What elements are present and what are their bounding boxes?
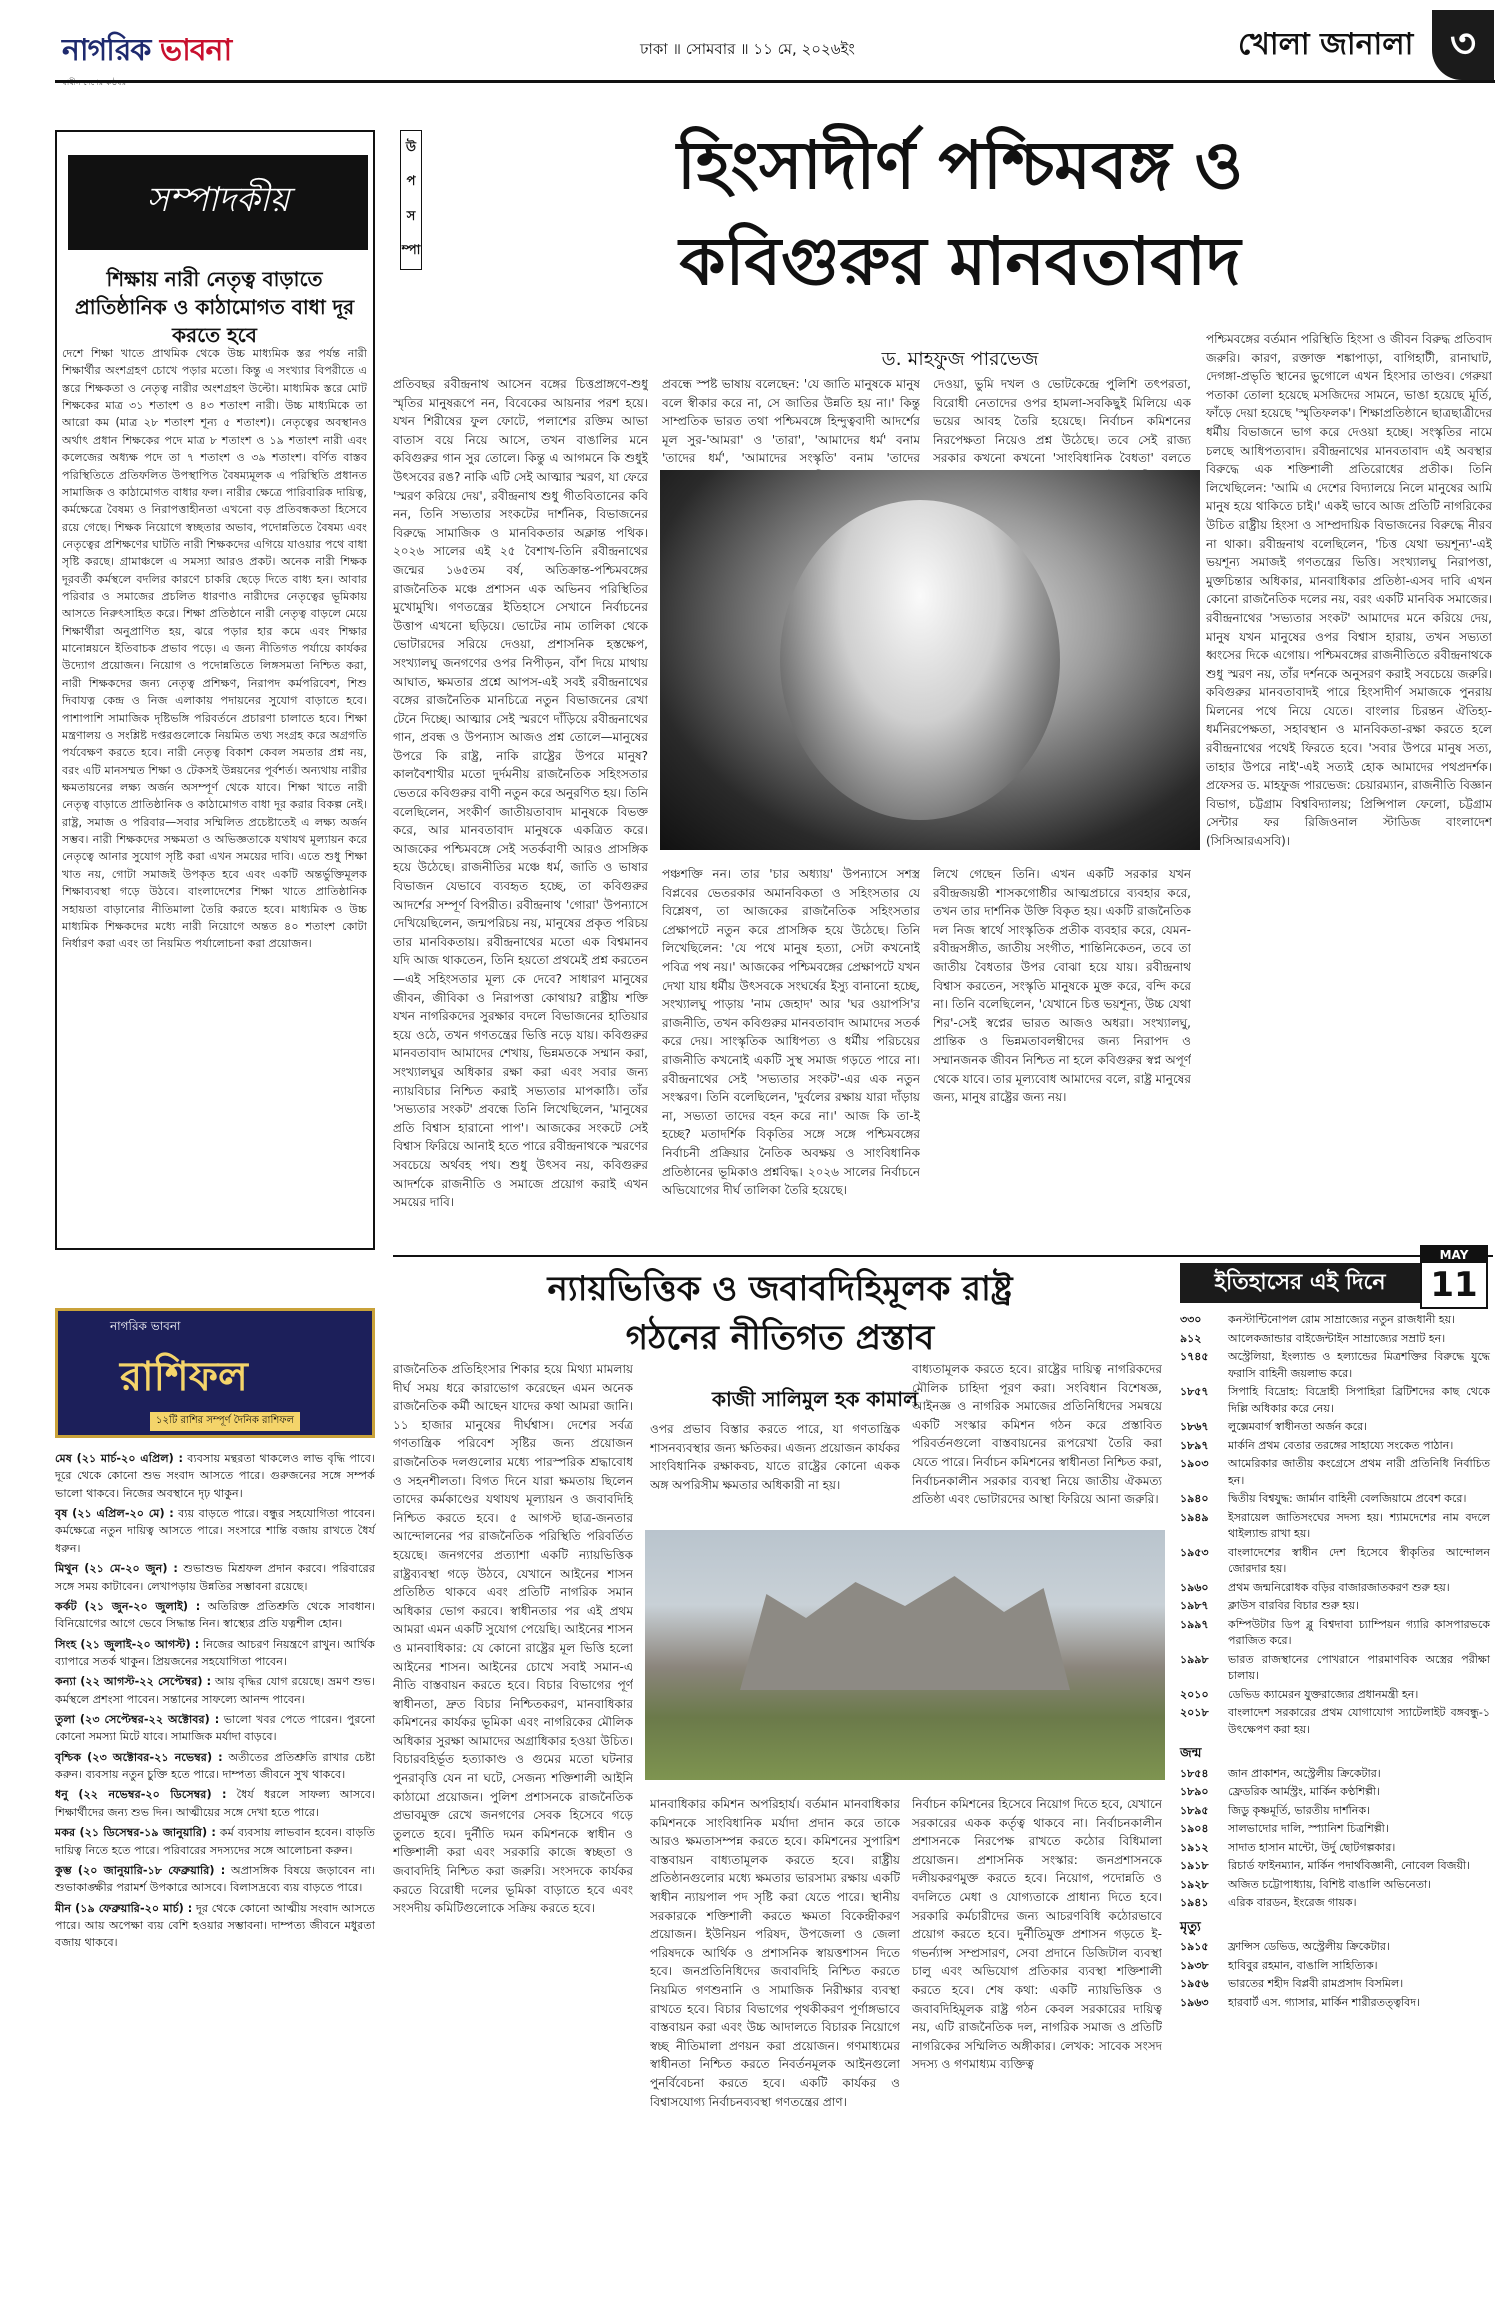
horoscope-sign: কন্যা (২২ আগস্ট-২২ সেপ্টেম্বর) :: [55, 1675, 212, 1689]
horoscope-item: [55, 1711, 375, 1746]
horoscope-sign: মেষ (২১ মার্চ-২০ এপ্রিল) :: [55, 1452, 183, 1465]
history-year: ১৯১৫: [1180, 1940, 1209, 1953]
history-text: জিডু কৃষ্ণমূর্তি, ভারতীয় দার্শনিক।: [1228, 1803, 1370, 1817]
history-row: [1180, 1877, 1490, 1894]
logo-word-2: ভাবনা: [159, 33, 232, 68]
story1-column-3: দেওয়া, ভুমি দখল ও ভোটকেন্দ্রে পুলিশি তৎপরতা, বিরোধী নেতাদের ওপর হামলা-সবকিছুই মিলিয়ে এক ভয়ের আবহ তৈরি হয়েছে। নির্বাচন কমিশনের নিরপেক্ষতা নিয়েও প্রশ্ন উঠেছে। তবে সেই রাজ্য সরকার কখনো কখনো 'সাংবিধানিক বৈধতা' বলতে: [933, 377, 1191, 466]
history-text: আলেকজান্ডার বাইজেন্টাইন সাম্রাজ্যের সম্রাট হন।: [1228, 1331, 1446, 1345]
history-text: ক্লাউস বারবির বিচার শুরু হয়।: [1228, 1599, 1359, 1612]
history-list: [1180, 1312, 1490, 2297]
history-year: ১৯৫৩: [1180, 1545, 1209, 1559]
history-text: ফ্রেডরিক আর্মস্ট্রং, মার্কিন কণ্ঠশিল্পী।: [1228, 1785, 1380, 1798]
section-divider: [393, 1255, 1493, 1257]
horoscope-text: দূর থেকে কোনো আত্মীয় সংবাদ আসতে পারে। আয় অপেক্ষা ব্যয় বেশি হওয়ার সম্ভাবনা। দাম্পত্য জীবনে মধুরতা বজায় থাকবে।: [55, 1901, 376, 1950]
editorial-body: দেশে শিক্ষা খাতে প্রাথমিক থেকে উচ্চ মাধ্যমিক স্তর পর্যন্ত নারী শিক্ষার্থীর অংশগ্রহণ চোখে পড়ার মতো। কিন্তু এ সংখ্যার বিপরীতে এ স্তরে শিক্ষকতা ও নেতৃত্ব নারীর অংশগ্রহণ উল্টো। মাধ্যমিক স্তরে মোট শিক্ষকের মাত্র ৩১ শতাংশ ও ৪৩ শতাংশ নারী। উচ্চ মাধ্যমিকে তা আরো কম (মাত্র ২৮ শতাংশ শূন্য ৫ শতাংশ)। নেতৃত্বের অবস্থানও অর্থাৎ প্রধান শিক্ষকের পদে মাত্র ৮ শতাংশ ও ১৯ শতাংশ নারী এবং কলেজের অধ্যক্ষ পদে তা ৭ শতাংশ ও ৩৯ শতাংশ। বর্ণিত বাস্তব পরিস্থিতিতে প্রতিফলিত উপস্থাপিত বৈষম্যমূলক এ পরিস্থিতি প্রধানত সামাজিক ও কাঠামোগত বাধার ফল। নারীর ক্ষেত্রে পারিবারিক দায়িত্ব, কর্মক্ষেত্রে বৈষম্য ও নিরাপত্তাহীনতা এখনো বড় প্রতিবন্ধকতা হিসেবে রয়ে গেছে। শিক্ষক নিয়োগে স্বচ্ছতার অভাব, পদোন্নতিতে বৈষম্য এবং নেতৃত্বের প্রশিক্ষণের ঘাটতি নারী শিক্ষকদের এগিয়ে যাওয়ার পথে বাধা সৃষ্টি করছে। গ্রামাঞ্চলে এ সমস্যা আরও প্রকট। অনেক নারী শিক্ষক দূরবর্তী কর্মস্থলে বদলির কারণে চাকরি ছেড়ে দিতে বাধ্য হন। আবার পরিবার ও সমাজের প্রচলিত ধারণাও নারীদের নেতৃত্বের ভূমিকায় আসতে নিরুৎসাহিত করে। শিক্ষা প্রতিষ্ঠানে নারী নেতৃত্ব বাড়লে মেয়ে শিক্ষার্থীরা অনুপ্রাণিত হয়, ঝরে পড়ার হার কমে এবং শিক্ষার মানোন্নয়নে ইতিবাচক প্রভাব পড়ে। এ জন্য নীতিগত পর্যায়ে কার্যকর উদ্যোগ প্রয়োজন। নিয়োগ ও পদোন্নতিতে লিঙ্গসমতা নিশ্চিত করা, নারী শিক্ষকদের জন্য নেতৃত্ব প্রশিক্ষণ, নিরাপদ কর্মপরিবেশ, শিশু দিবাযত্ন কেন্দ্র ও নিজ এলাকায় পদায়নের সুযোগ বাড়াতে হবে। পাশাপাশি সামাজিক দৃষ্টিভঙ্গি পরিবর্তনে প্রচারণা চালাতে হবে। শিক্ষা মন্ত্রণালয় ও সংশ্লিষ্ট দপ্তরগুলোকে নিয়মিত তথ্য সংগ্রহ করে অগ্রগতি পর্যবেক্ষণ করতে হবে। নারী নেতৃত্ব বিকাশ কেবল সমতার প্রশ্ন নয়, বরং এটি মানসম্মত শিক্ষা ও টেকসই উন্নয়নের পূর্বশর্ত। অন্যথায় নারীর ক্ষমতায়নের লক্ষ্য অর্জন অসম্পূর্ণ থেকে যাবে। শিক্ষা খাতে নারী নেতৃত্ব বাড়াতে প্রাতিষ্ঠানিক ও কাঠামোগত বাধা দূর করার বিকল্প নেই। রাষ্ট্র, সমাজ ও পরিবার—সবার সম্মিলিত প্রচেষ্টাতেই এ লক্ষ্য অর্জন সম্ভব। নারী শিক্ষকদের সক্ষমতা ও অভিজ্ঞতাকে যথাযথ মূল্যায়ন করে নেতৃত্বে আনার সুযোগ সৃষ্টি করা এখন সময়ের দাবি। এতে শুধু শিক্ষা খাত নয়, গোটা সমাজই উপকৃত হবে এবং একটি অন্তর্ভুক্তিমূলক শিক্ষাব্যবস্থা গড়ে উঠবে। বাংলাদেশের শিক্ষা খাতে প্রাতিষ্ঠানিক সহায়তা বাড়ানোর নীতিমালা তৈরি করতে হবে। মাধ্যমিক ও উচ্চ মাধ্যমিক শিক্ষকদের মধ্যে নারী নিয়োগে অন্তত ৪০ শতাংশ কোটা নির্ধারণ করা এবং তা নিয়মিত পর্যালোচনা করা প্রয়োজন।: [62, 347, 367, 951]
history-text: ইসরায়েল জাতিসংঘের সদস্য হয়। শ্যামদেশের নাম বদলে থাইল্যান্ড রাখা হয়।: [1228, 1510, 1490, 1540]
history-year: ১৯৪০: [1180, 1492, 1209, 1505]
history-row: [1180, 1939, 1490, 1956]
history-text: কনস্টান্টিনোপল রোম সাম্রাজ্যের নতুন রাজধানী হয়।: [1228, 1313, 1456, 1326]
history-row: [1180, 1456, 1490, 1489]
history-text: মার্কনি প্রথম বেতার তরঙ্গের সাহায্যে সংকেত পাঠান।: [1228, 1438, 1454, 1452]
history-year: ১৮৯০: [1180, 1785, 1209, 1798]
history-row: [1180, 1598, 1490, 1615]
history-year: ১৯১৮: [1180, 1859, 1209, 1872]
horoscope-sign: মীন (১৯ ফেব্রুয়ারি-২০ মার্চ) :: [55, 1901, 193, 1915]
history-year: ১৮৫৭: [1180, 1385, 1209, 1398]
history-year: ১৯০৪: [1180, 1822, 1209, 1835]
horoscope-text: ব্যয় বাড়তে পারে। বন্ধুর সহযোগিতা পাবেন। কর্মক্ষেত্রে নতুন দায়িত্ব আসতে পারে। সংসারে শান্তি বজায় রাখতে ধৈর্য ধরুন।: [55, 1507, 375, 1555]
horoscope-text: কর্ম ব্যবসায় লাভবান হবেন। বাড়তি দায়িত্ব নিতে হতে পারে। পরিবারের সদস্যদের সঙ্গে আলোচনা করুন।: [55, 1826, 375, 1857]
history-year: ১৯৪৯: [1180, 1510, 1209, 1524]
calendar-icon: [1420, 1245, 1488, 1309]
history-row: [1180, 1312, 1490, 1329]
story2-byline: কাজী সালিমুল হক কামাল: [711, 1387, 919, 1411]
history-year: ১৯৪১: [1180, 1896, 1209, 1909]
column-label-char: উ: [405, 139, 417, 155]
horoscope-sign: বৃশ্চিক (২৩ অক্টোবর-২১ নভেম্বর) :: [55, 1750, 223, 1764]
history-year: ২০১৮: [1180, 1706, 1209, 1719]
story2-column-1: রাজনৈতিক প্রতিহিংসার শিকার হয়ে মিথ্যা মামলায় দীর্ঘ সময় ধরে কারাভোগ করেছেন এমন অনেক রাজনৈতিক কর্মী আছেন যাদের কথা আমরা জানি। ১১ হাজার মানুষের দীর্ঘশ্বাস। দেশের সর্বত্র গণতান্ত্রিক পরিবেশ সৃষ্টির জন্য প্রয়োজন রাজনৈতিক দলগুলোর মধ্যে পারস্পরিক শ্রদ্ধাবোধ ও সহনশীলতা। বিগত দিনে যারা ক্ষমতায় ছিলেন তাদের কর্মকাণ্ডের যথাযথ মূল্যায়ন ও জবাবদিহি নিশ্চিত করতে হবে। ৫ আগস্ট ছাত্র-জনতার আন্দোলনের পর রাজনৈতিক পরিস্থিতি পরিবর্তিত হয়েছে। জনগণের প্রত্যাশা একটি ন্যায়ভিত্তিক রাষ্ট্রব্যবস্থা গড়ে উঠবে, যেখানে আইনের শাসন প্রতিষ্ঠিত থাকবে এবং প্রতিটি নাগরিক সমান অধিকার ভোগ করবে। স্বাধীনতার পর এই প্রথম আমরা এমন একটি সুযোগ পেয়েছি। আইনের শাসন ও মানবাধিকার: যে কোনো রাষ্ট্রের মূল ভিত্তি হলো আইনের শাসন। আইনের চোখে সবাই সমান-এ নীতি বাস্তবায়ন করতে হবে। বিচার বিভাগের পূর্ণ স্বাধীনতা, দ্রুত বিচার নিশ্চিতকরণ, মানবাধিকার কমিশনের কার্যকর ভূমিকা এবং নাগরিকের মৌলিক অধিকার সুরক্ষা আমাদের অগ্রাধিকার হওয়া উচিত। বিচারবহির্ভূত হত্যাকাণ্ড ও গুমের মতো ঘটনার পুনরাবৃত্তি যেন না ঘটে, সেজন্য শক্তিশালী আইনি কাঠামো প্রয়োজন। পুলিশ প্রশাসনকে রাজনৈতিক প্রভাবমুক্ত রেখে জনগণের সেবক হিসেবে গড়ে তুলতে হবে। দুর্নীতি দমন কমিশনকে স্বাধীন ও শক্তিশালী করা এবং সরকারি কাজে স্বচ্ছতা ও জবাবদিহি নিশ্চিত করা জরুরি। সংসদকে কার্যকর করতে বিরোধী দলের ভূমিকা বাড়াতে হবে এবং সংসদীয় কমিটিগুলোকে সক্রিয় করতে হবে।: [393, 1362, 633, 1916]
horoscope-banner-sub: নাগরিক ভাবনা: [110, 1319, 181, 1333]
story1-headline-line2: কবিগুরুর মানবতাবাদ: [679, 221, 1241, 300]
horoscope-item: [55, 1862, 375, 1897]
horoscope-list: [55, 1450, 375, 2295]
history-year: ১৯৫৬: [1180, 1977, 1209, 1990]
section-title: খোলা জানালা: [1238, 27, 1414, 62]
column-label-char: ম্পা: [401, 243, 421, 259]
story1-byline: ড. মাহফুজ পারভেজ: [881, 348, 1039, 370]
history-row: [1180, 1766, 1490, 1783]
story1-column-1: প্রতিবছর রবীন্দ্রনাথ আসেন বঙ্গের চিত্তপ্রাঙ্গণে-শুধু স্মৃতির মানুষরূপে নন, বিবেকের আয়নার পরশ হয়ে। যখন শিরীষের ফুল ফোটে, পলাশের রক্তিম আভা বাতাস বয়ে নিয়ে আসে, তখন বাঙালির মনে কবিগুরুর গান সুর তোলে। কিন্তু এ আগমনে কি শুধুই উৎসবের রঙ? নাকি এটি সেই আত্মার স্মরণ, যা ফেরে 'স্মরণ করিয়ে দেয়', রবীন্দ্রনাথ শুধু গীতবিতানের কবি নন, তিনি সভ্যতার সংকটের দার্শনিক, বিভাজনের বিরুদ্ধে সামাজিক ও মানবিকতার অক্লান্ত পথিক। ২০২৬ সালের এই ২৫ বৈশাখ-তিনি রবীন্দ্রনাথের জন্মের ১৬৫তম বর্ষ, অতিক্রান্ত-পশ্চিমবঙ্গের রাজনৈতিক মঞ্চে প্রশাসন এক অভিনব পরিস্থিতির মুখোমুখি। গণতন্ত্রের ইতিহাসে সেখানে নির্বাচনের উত্তাপ এখনো ছড়িয়ে। ভোটের নাম তালিকা থেকে ভোটারদের সরিয়ে দেওয়া, প্রশাসনিক হস্তক্ষেপ, সংখ্যালঘু জনগণের ওপর নিপীড়ন, বাঁশ দিয়ে মাথায় আঘাত, ক্ষমতার প্রশ্নে আপস-এই সবই রবীন্দ্রনাথের বঙ্গের রাজনৈতিক মানচিত্রে নতুন বিভাজনের রেখা টেনে দিচ্ছে। আত্মার সেই স্মরণে দাঁড়িয়ে রবীন্দ্রনাথের গান, প্রবন্ধ ও উপন্যাস আজও প্রশ্ন তোলে—মানুষের উপরে কি রাষ্ট্র, নাকি রাষ্ট্রের উপরে মানুষ? কালবৈশাখীর মতো দুর্দমনীয় রাজনৈতিক সহিংসতার ভেতরে কবিগুরুর বাণী নতুন করে অনুরণিত হয়। তিনি বলেছিলেন, সংকীর্ণ জাতীয়তাবাদ মানুষকে বিভক্ত করে, আর মানবতাবাদ মানুষকে একত্রিত করে। আজকের পশ্চিমবঙ্গে সেই সতর্কবাণী আরও প্রাসঙ্গিক হয়ে উঠেছে। রাজনীতির মঞ্চে ধর্ম, জাতি ও ভাষার বিভাজন যেভাবে ব্যবহৃত হচ্ছে, তা কবিগুরুর আদর্শের সম্পূর্ণ বিপরীত। রবীন্দ্রনাথ 'গোরা' উপন্যাসে দেখিয়েছিলেন, জন্মপরিচয় নয়, মানুষের প্রকৃত পরিচয় তার মানবিকতায়। রবীন্দ্রনাথের মতো এক বিশ্বমানব যদি আজ থাকতেন, তিনি হয়তো প্রথমেই প্রশ্ন করতেন—এই সহিংসতার মূল্য কে দেবে? সাধারণ মানুষের জীবন, জীবিকা ও নিরাপত্তা কোথায়? রাষ্ট্রীয় শক্তি যখন নাগরিকদের সুরক্ষার বদলে বিভাজনের হাতিয়ার হয়ে ওঠে, তখন গণতন্ত্রের ভিত্তি নড়ে যায়। কবিগুরুর মানবতাবাদ আমাদের শেখায়, ভিন্নমতকে সম্মান করা, সংখ্যালঘুর অধিকার রক্ষা করা এবং সবার জন্য ন্যায়বিচার নিশ্চিত করাই সভ্যতার মাপকাঠি। তাঁর 'সভ্যতার সংকট' প্রবন্ধে তিনি লিখেছিলেন, 'মানুষের প্রতি বিশ্বাস হারানো পাপ'। আজকের সংকটে সেই বিশ্বাস ফিরিয়ে আনাই হতে পারে রবীন্দ্রনাথকে স্মরণের সবচেয়ে অর্থবহ পথ। শুধু উৎসব নয়, কবিগুরুর আদর্শকে রাজনীতি ও সমাজে প্রয়োগ করাই এখন সময়ের দাবি।: [393, 377, 648, 1210]
page-number: ৩: [1432, 10, 1494, 80]
story2-headline-line1: ন্যায়ভিত্তিক ও জবাবদিহিমূলক রাষ্ট্র: [547, 1269, 1013, 1309]
newspaper-logo[interactable]: [62, 26, 232, 78]
history-text: ভারত রাজস্থানের পোখরানে পারমাণবিক অস্ত্রের পরীক্ষা চালায়।: [1228, 1652, 1490, 1682]
history-text: অস্ট্রেলিয়া, ইংল্যান্ড ও হল্যান্ডের মিত্রশক্তির বিরুদ্ধে যুদ্ধে ফরাসি বাহিনী জয়লাভ করে।: [1228, 1350, 1490, 1380]
history-row: [1180, 1580, 1490, 1597]
story1-column-2b: পঞ্চশক্তি নন। তার 'চার অধ্যায়' উপন্যাসে সশস্ত্র বিপ্লবের ভেতরকার অমানবিকতা ও সহিংসতার যে বিশ্লেষণ, তা আজকের রাজনৈতিক সহিংসতার প্রেক্ষাপটে নতুন করে প্রাসঙ্গিক হয়ে উঠেছে। তিনি লিখেছিলেন: 'যে পথে মানুষ হত্যা, সেটা কখনোই পবিত্র পথ নয়।' আজকের পশ্চিমবঙ্গের প্রেক্ষাপটে যখন দেখা যায় ধর্মীয় উৎসবকে সংঘর্ষের ইস্যু বানানো হচ্ছে, সংখ্যালঘু পাড়ায় 'নাম জেহাদ' আর 'ঘর ওয়াপসি'র রাজনীতি, তখন কবিগুরুর মানবতাবাদ আমাদের সতর্ক করে দেয়। সাংস্কৃতিক আধিপত্য ও ধর্মীয় পরিচয়ের রাজনীতি কখনোই একটি সুস্থ সমাজ গড়তে পারে না। রবীন্দ্রনাথের সেই 'সভ্যতার সংকট'-এর এক নতুন সংস্করণ। তিনি বলেছিলেন, 'দুর্বলের রক্ষায় যারা দাঁড়ায় না, সভ্যতা তাদের বহন করে না।' আজ কি তা-ই হচ্ছে? মতাদর্শিক বিকৃতির সঙ্গে সঙ্গে পশ্চিমবঙ্গের নির্বাচনী প্রক্রিয়ার নৈতিক অবক্ষয় ও সাংবিধানিক প্রতিষ্ঠানের ভূমিকাও প্রশ্নবিদ্ধ। ২০২৬ সালের নির্বাচনে অভিযোগের দীর্ঘ তালিকা তৈরি হয়েছে।: [662, 867, 920, 1198]
history-year: ১৯৮৭: [1180, 1599, 1209, 1612]
horoscope-sign: কুম্ভ (২০ জানুয়ারি-১৮ ফেব্রুয়ারি) :: [55, 1863, 226, 1877]
history-year: ১৮৯৭: [1180, 1438, 1209, 1452]
history-text: অজিত চট্টোপাধ্যায়, বিশিষ্ট বাঙালি অভিনেতা।: [1228, 1877, 1432, 1891]
story1-column-2: প্রবন্ধে স্পষ্ট ভাষায় বলেছেন: 'যে জাতি মানুষকে মানুষ বলে স্বীকার করে না, সে জাতির উন্নতি হয় না।' কিন্তু সাম্প্রতিক ভারত তথা পশ্চিমবঙ্গে হিন্দুত্ববাদী আদর্শের মূল সুর-'আমরা' ও 'তারা', 'আমাদের ধর্ম' বনাম 'তাদের ধর্ম', 'আমাদের সংস্কৃতি' বনাম 'তাদের: [662, 377, 920, 466]
history-year: ৯১২: [1180, 1331, 1202, 1345]
horoscope-item: [55, 1505, 375, 1557]
deaths-heading: মৃত্যু: [1180, 1919, 1201, 1935]
horoscope-item: [55, 1598, 375, 1633]
horoscope-title: রাশিফল: [120, 1353, 248, 1400]
history-text: এরিক বারডন, ইংরেজ গায়ক।: [1228, 1896, 1357, 1909]
history-row: [1180, 1687, 1490, 1704]
history-text: লুক্সেমবার্গ স্বাধীনতা অর্জন করে।: [1228, 1420, 1368, 1433]
history-text: সিপাহি বিদ্রোহ: বিদ্রোহী সিপাহিরা ব্রিটিশদের কাছ থেকে দিল্লি অধিকার করে নেয়।: [1228, 1385, 1490, 1415]
story1-headline[interactable]: [430, 118, 1490, 338]
history-year: ১৯৯৭: [1180, 1617, 1209, 1631]
horoscope-text: নিজের আচরণ নিয়ন্ত্রণে রাখুন। আর্থিক ব্যাপারে সতর্ক থাকুন। প্রিয়জনের সহযোগিতা পাবেন।: [55, 1637, 376, 1668]
tagore-face: [780, 500, 1060, 820]
history-text: কম্পিউটার ডিপ ব্লু বিশ্বদাবা চ্যাম্পিয়ন গ্যারি কাসপারভকে পরাজিত করে।: [1228, 1617, 1490, 1647]
history-year: ১৯৬৩: [1180, 1995, 1209, 2009]
history-row: [1180, 1958, 1490, 1975]
history-row: [1180, 1821, 1490, 1838]
horoscope-text: ভালো খবর পেতে পারেন। পুরনো কোনো সমস্যা মিটে যাবে। সামাজিক মর্যাদা বাড়বে।: [55, 1713, 376, 1744]
history-text: ফ্রান্সিস ডেভিড, অস্ট্রেলীয় ক্রিকেটার।: [1228, 1940, 1390, 1953]
horoscope-text: অতীতের প্রতিশ্রুতি রাখার চেষ্টা করুন। ব্যবসায় নতুন চুক্তি হতে পারে। দাম্পত্য জীবনে সুখ থাকবে।: [55, 1750, 375, 1782]
history-text: বাংলাদেশের স্বাধীন দেশ হিসেবে স্বীকৃতির আন্দোলন জোরদার হয়।: [1228, 1545, 1490, 1575]
history-row: [1180, 1858, 1490, 1875]
horoscope-sign: সিংহ (২১ জুলাই-২০ আগস্ট) :: [55, 1637, 200, 1651]
history-row: [1180, 1349, 1490, 1382]
history-row: [1180, 1840, 1490, 1857]
story2-column-3b: নির্বাচন কমিশনের হিসেবে নিয়োগ দিতে হবে, যেখানে সরকারের একক কর্তৃত্ব থাকবে না। নির্বাচনকালীন প্রশাসনকে নিরপেক্ষ রাখতে কঠোর বিধিমালা প্রয়োজন। প্রশাসনিক সংস্কার: জনপ্রশাসনকে দলীয়করণমুক্ত করতে হবে। নিয়োগ, পদোন্নতি ও বদলিতে মেধা ও যোগ্যতাকে প্রাধান্য দিতে হবে। সরকারি কর্মচারীদের জন্য আচরণবিধি কঠোরভাবে প্রয়োগ করতে হবে। দুর্নীতিমুক্ত প্রশাসন গড়তে ই-গভর্ন্যান্স সম্প্রসারণ, সেবা প্রদানে ডিজিটাল ব্যবস্থা চালু এবং অভিযোগ প্রতিকার ব্যবস্থা শক্তিশালী করতে হবে। শেষ কথা: একটি ন্যায়ভিত্তিক ও জবাবদিহিমূলক রাষ্ট্র গঠন কেবল সরকারের দায়িত্ব নয়, এটি রাজনৈতিক দল, নাগরিক সমাজ ও প্রতিটি নাগরিকের সম্মিলিত অঙ্গীকার। লেখক: সাবেক সংসদ সদস্য ও গণমাধ্যম ব্যক্তিত্ব: [912, 1797, 1162, 2072]
horoscope-item: [55, 1560, 375, 1595]
column-label-char: স: [406, 208, 416, 224]
history-year: ১৮৬৭: [1180, 1420, 1209, 1433]
history-text: ভারতের শহীদ বিপ্লবী রামপ্রসাদ বিসমিল।: [1228, 1977, 1404, 1990]
history-text: হারবার্ট এস. গ্যাসার, মার্কিন শারীরতত্ত্ববিদ।: [1228, 1995, 1421, 2009]
history-row: [1180, 1784, 1490, 1801]
history-year: ১৯২৮: [1180, 1877, 1209, 1891]
story2-column-3: বাধ্যতামূলক করতে হবে। রাষ্ট্রের দায়িত্ব নাগরিকদের মৌলিক চাহিদা পূরণ করা। সংবিধান বিশেষজ্ঞ, আইনজ্ঞ ও নাগরিক সমাজের প্রতিনিধিদের সমন্বয়ে একটি সংস্কার কমিশন গঠন করে প্রস্তাবিত পরিবর্তনগুলো বাস্তবায়নের রূপরেখা তৈরি করা যেতে পারে। নির্বাচন কমিশনের স্বাধীনতা নিশ্চিত করা, নির্বাচনকালীন সরকার ব্যবস্থা নিয়ে জাতীয় ঐকমত্য প্রতিষ্ঠা এবং ভোটারদের আস্থা ফিরিয়ে আনা জরুরি।: [912, 1362, 1162, 1507]
logo-word-1: নাগরিক: [62, 33, 151, 68]
history-text: ডেভিড ক্যামেরন যুক্তরাজ্যের প্রধানমন্ত্রী হন।: [1228, 1687, 1419, 1701]
horoscope-banner-foot: ১২টি রাশির সম্পূর্ণ দৈনিক রাশিফল: [150, 1412, 300, 1431]
history-text: প্রথম জন্মনিরোধক বড়ির বাজারজাতকরণ শুরু হয়।: [1228, 1580, 1450, 1594]
issue-date: ঢাকা ॥ সোমবার ॥ ১১ মে, ২০২৬ইং: [640, 40, 855, 58]
logo-tagline: [62, 77, 210, 90]
history-text: সালভাদোর দালি, স্প্যানিশ চিত্রশিল্পী।: [1228, 1822, 1389, 1835]
history-row: [1180, 1438, 1490, 1455]
calendar-day: 11: [1430, 1265, 1478, 1305]
editorial-banner: সম্পাদকীয়: [68, 155, 368, 250]
history-row: [1180, 1803, 1490, 1820]
history-year: ১৮৯৫: [1180, 1803, 1209, 1817]
history-row: [1180, 1331, 1490, 1348]
editorial-headline[interactable]: শিক্ষায় নারী নেতৃত্ব বাড়াতে প্রাতিষ্ঠানিক ও কাঠামোগত বাধা দূর করতে হবে: [74, 267, 355, 347]
horoscope-text: শুভাশুভ মিশ্রফল প্রদান করবে। পরিবারের সঙ্গে সময় কাটাবেন। লেখাপড়ায় উন্নতির সম্ভাবনা রয়েছে।: [55, 1562, 375, 1593]
horoscope-item: [55, 1450, 375, 1502]
history-row: [1180, 1705, 1490, 1738]
history-text: জান প্রাকাশন, অস্ট্রেলীয় ক্রিকেটার।: [1228, 1766, 1381, 1780]
horoscope-sign: তুলা (২৩ সেপ্টেম্বর-২২ অক্টোবর) :: [55, 1713, 220, 1727]
horoscope-text: ধৈর্য ধরলে সাফল্য আসবে। শিক্ষার্থীদের জন্য শুভ দিন। আত্মীয়ের সঙ্গে দেখা হতে পারে।: [55, 1788, 375, 1819]
story2-headline-line2: গঠনের নীতিগত প্রস্তাব: [625, 1318, 935, 1359]
history-year: ৩৩০: [1180, 1313, 1202, 1326]
history-year: ১৯০৩: [1180, 1457, 1209, 1470]
horoscope-text: অতিরিক্ত প্রতিশ্রুতি থেকে সাবধান। বিনিয়োগের আগে ভেবে সিদ্ধান্ত নিন। স্বাস্থ্যের প্রতি যত্নশীল হোন।: [55, 1599, 376, 1631]
history-text: বাংলাদেশ সরকারের প্রথম যোগাযোগ স্যাটেলাইট বঙ্গবন্ধু-১ উৎক্ষেপণ করা হয়।: [1228, 1706, 1490, 1736]
header-rule: [55, 80, 1495, 83]
column-label-char: প: [406, 174, 416, 190]
history-row: [1180, 1976, 1490, 1993]
horoscope-item: [55, 1673, 375, 1708]
horoscope-sign: বৃষ (২১ এপ্রিল-২০ মে) :: [55, 1507, 174, 1521]
story2-column-2: ওপর প্রভাব বিস্তার করতে পারে, যা গণতান্ত্রিক শাসনব্যবস্থার জন্য ক্ষতিকর। এজন্য প্রয়োজন কার্যকর সাংবিধানিক রক্ষাকবচ, যাতে রাষ্ট্রের কোনো একক অঙ্গ অপরিসীম ক্ষমতার অধিকারী না হয়।: [650, 1422, 900, 1492]
births-heading: জন্ম: [1180, 1746, 1202, 1761]
history-year: ১৯৯৮: [1180, 1652, 1209, 1666]
history-row: [1180, 1617, 1490, 1650]
calendar-month: MAY: [1422, 1247, 1486, 1263]
horoscope-text: আয় বৃদ্ধির যোগ রয়েছে। ভ্রমণ শুভ। কর্মস্থলে প্রশংসা পাবেন। সন্তানের সাফল্যে আনন্দ পাবেন।: [55, 1675, 375, 1706]
masthead: [0, 0, 1500, 120]
history-row: [1180, 1895, 1490, 1912]
horoscope-item: [55, 1786, 375, 1821]
horoscope-text: ব্যবসায় মন্থরতা থাকলেও লাভ বৃদ্ধি পাবে। দূরে থেকে কোনো শুভ সংবাদ আসতে পারে। গুরুজনের সঙ্গে সম্পর্ক ভালো থাকবে। নিজের অবস্থানে দৃঢ় থাকুন।: [55, 1452, 375, 1500]
history-row: [1180, 1491, 1490, 1508]
history-text: রিচার্ড ফাইনম্যান, মার্কিন পদার্থবিজ্ঞানী, নোবেল বিজয়ী।: [1228, 1859, 1471, 1872]
history-year: ১৮৫৪: [1180, 1766, 1209, 1780]
horoscope-item: [55, 1900, 375, 1952]
history-row: [1180, 1652, 1490, 1685]
history-row: [1180, 1545, 1490, 1578]
history-text: হাবিবুর রহমান, বাঙালি সাহিত্যিক।: [1228, 1958, 1378, 1972]
history-text: সাদাত হাসান মান্টো, উর্দু ছোটগল্পকার।: [1228, 1840, 1396, 1854]
horoscope-sign: মিথুন (২১ মে-২০ জুন) :: [55, 1562, 178, 1576]
history-year: ১৯৬০: [1180, 1580, 1209, 1594]
horoscope-item: [55, 1636, 375, 1671]
history-row: [1180, 1419, 1490, 1436]
horoscope-sign: মকর (২১ ডিসেম্বর-১৯ জানুয়ারি) :: [55, 1826, 216, 1840]
history-year: ১৯১২: [1180, 1840, 1209, 1854]
column-label: [400, 130, 422, 270]
history-heading: ইতিহাসের এই দিনে: [1180, 1263, 1420, 1303]
history-text: দ্বিতীয় বিশ্বযুদ্ধ: জার্মান বাহিনী বেলজিয়ামে প্রবেশ করে।: [1228, 1492, 1467, 1505]
history-year: ২০১০: [1180, 1687, 1209, 1701]
story2-headline[interactable]: [430, 1265, 1130, 1364]
story1-headline-line1: হিংসাদীর্ণ পশ্চিমবঙ্গ ও: [677, 126, 1243, 204]
story2-column-2b: মানবাধিকার কমিশন অপরিহার্য। বর্তমান মানবাধিকার কমিশনকে সাংবিধানিক মর্যাদা প্রদান করে তাকে আরও ক্ষমতাসম্পন্ন করতে হবে। কমিশনের সুপারিশ বাস্তবায়ন বাধ্যতামূলক করতে হবে। রাষ্ট্রীয় প্রতিষ্ঠানগুলোর মধ্যে ক্ষমতার ভারসাম্য রক্ষায় একটি স্বাধীন ন্যায়পাল পদ সৃষ্টি করা যেতে পারে। স্থানীয় সরকারকে শক্তিশালী করতে ক্ষমতা বিকেন্দ্রীকরণ প্রয়োজন। ইউনিয়ন পরিষদ, উপজেলা ও জেলা পরিষদকে আর্থিক ও প্রশাসনিক স্বায়ত্তশাসন দিতে হবে। জনপ্রতিনিধিদের জবাবদিহি নিশ্চিত করতে নিয়মিত গণশুনানি ও সামাজিক নিরীক্ষার ব্যবস্থা রাখতে হবে। বিচার বিভাগের পৃথকীকরণ পূর্ণাঙ্গভাবে বাস্তবায়ন করা এবং উচ্চ আদালতে বিচারক নিয়োগে স্বচ্ছ নীতিমালা প্রণয়ন করা প্রয়োজন। গণমাধ্যমের স্বাধীনতা নিশ্চিত করতে নিবর্তনমূলক আইনগুলো পুনর্বিবেচনা করতে হবে। একটি কার্যকর ও বিশ্বাসযোগ্য নির্বাচনব্যবস্থা গণতন্ত্রের প্রাণ।: [650, 1797, 900, 2109]
horoscope-text: অপ্রাসঙ্গিক বিষয়ে জড়াবেন না। শুভাকাঙ্ক্ষীর পরামর্শ উপকারে আসবে। বিলাসদ্রব্যে ব্যয় বাড়তে পারে।: [55, 1863, 375, 1895]
horoscope-item: [55, 1749, 375, 1784]
history-row: [1180, 1384, 1490, 1417]
horoscope-sign: কর্কট (২১ জুন-২০ জুলাই) :: [55, 1599, 201, 1613]
history-year: ১৯৩৮: [1180, 1958, 1209, 1972]
history-text: আমেরিকার জাতীয় কংগ্রেসে প্রথম নারী প্রতিনিধি নির্বাচিত হন।: [1228, 1457, 1490, 1487]
history-year: ১৭৪৫: [1180, 1350, 1209, 1363]
history-row: [1180, 1510, 1490, 1543]
horoscope-sign: ধনু (২২ নভেম্বর-২০ ডিসেম্বর) :: [55, 1788, 227, 1802]
horoscope-item: [55, 1824, 375, 1859]
history-row: [1180, 1995, 1490, 2012]
story1-column-4: পশ্চিমবঙ্গের বর্তমান পরিস্থিতি হিংসা ও জীবন বিরুদ্ধ প্রতিবাদ জরুরি। কারণ, রক্তাক্ত শঙ্কাপাড়া, বাগিহাটী, রানাঘাট, দেগঙ্গা-প্রভৃতি স্থানের ভুগোলে এখন হিংসার তাণ্ডব। গেরুয়া পতাকা তোলা হয়েছে মসজিদের সামনে, ভাঙা হয়েছে মূর্তি, ফাঁড়ে দেয়া হয়েছে 'স্মৃতিফলক'। শিক্ষাপ্রতিষ্ঠানে ছাত্রছাত্রীদের ধর্মীয় বিভাজনে ভাগ করে দেওয়া হচ্ছে। সংস্কৃতির নামে চলছে আধিপত্যবাদ। রবীন্দ্রনাথের মানবতাবাদ এই অবস্থার বিরুদ্ধে এক শক্তিশালী প্রতিরোধের প্রতীক। তিনি লিখেছিলেন: 'আমি এ দেশের বিদ্যালয়ে নিলে মানুষের আমি মানুষ হয়ে থাকিতে চাই।' একই ভাবে আজ প্রতিটি নাগরিকের উচিত রাষ্ট্রীয় হিংসা ও সাম্প্রদায়িক বিভাজনের বিরুদ্ধে নীরব না থাকা। রবীন্দ্রনাথ বলেছিলেন, 'চিত্ত যেথা ভয়শূন্য'-এই ভয়শূন্য সমাজই গণতন্ত্রের ভিত্তি। সংখ্যালঘু নিরাপত্তা, মুক্তচিন্তার অধিকার, মানবাধিকার প্রতিষ্ঠা-এসব দাবি এখন কোনো রাজনৈতিক দলের নয়, বরং একটি মানবিক সমাজের। রবীন্দ্রনাথের 'সভ্যতার সংকট' আমাদের মনে করিয়ে দেয়, মানুষ যখন মানুষের ওপর বিশ্বাস হারায়, তখন সভ্যতা ধ্বংসের দিকে এগোয়। পশ্চিমবঙ্গের রাজনীতিতে রবীন্দ্রনাথকে শুধু স্মরণ নয়, তাঁর দর্শনকে অনুসরণ করাই সবচেয়ে জরুরি। কবিগুরুর মানবতাবাদই পারে হিংসাদীর্ণ সমাজকে পুনরায় মিলনের পথে নিয়ে যেতে। বাংলার চিরন্তন ঐতিহ্য-ধর্মনিরপেক্ষতা, সহাবস্থান ও মানবিকতা-রক্ষা করতে হলে রবীন্দ্রনাথের পথেই ফিরতে হবে। 'সবার উপরে মানুষ সত্য, তাহার উপরে নাই'-এই সত্যই হোক আমাদের পথপ্রদর্শক। প্রফেসর ড. মাহফুজ পারভেজ: চেয়ারম্যান, রাজনীতি বিজ্ঞান বিভাগ, চট্টগ্রাম বিশ্ববিদ্যালয়; প্রিন্সিপাল ফেলো, চট্টগ্রাম সেন্টার ফর রিজিওনাল স্টাডিজ বাংলাদেশ (সিসিআরএসবি)।: [1206, 332, 1492, 849]
story1-column-3b: লিখে গেছেন তিনি। এখন একটি সরকার যখন রবীন্দ্রজয়ন্তী শাসকগোষ্ঠীর আত্মপ্রচারে ব্যবহার করে, তখন তার দার্শনিক উক্তি বিকৃত হয়। একটি রাজনৈতিক দল নিজ স্বার্থে সাংস্কৃতিক প্রতীক ব্যবহার করে, যেমন-রবীন্দ্রসঙ্গীত, জাতীয় সংগীত, শান্তিনিকেতন, তবে তা জাতীয় বৈধতার উপর বোঝা হয়ে যায়। রবীন্দ্রনাথ বিশ্বাস করতেন, সংস্কৃতি মানুষকে মুক্ত করে, বন্দি করে না। তিনি বলেছিলেন, 'যেখানে চিত্ত ভয়শূন্য, উচ্চ যেথা শির'-সেই স্বপ্নের ভারত আজও অধরা। সংখ্যালঘু, প্রান্তিক ও ভিন্নমতাবলম্বীদের জন্য নিরাপদ ও সম্মানজনক জীবন নিশ্চিত না হলে কবিগুরুর স্বপ্ন অপূর্ণ থেকে যাবে। তার মূল্যবোধ আমাদের বলে, রাষ্ট্র মানুষের জন্য, মানুষ রাষ্ট্রের জন্য নয়।: [933, 867, 1191, 1105]
